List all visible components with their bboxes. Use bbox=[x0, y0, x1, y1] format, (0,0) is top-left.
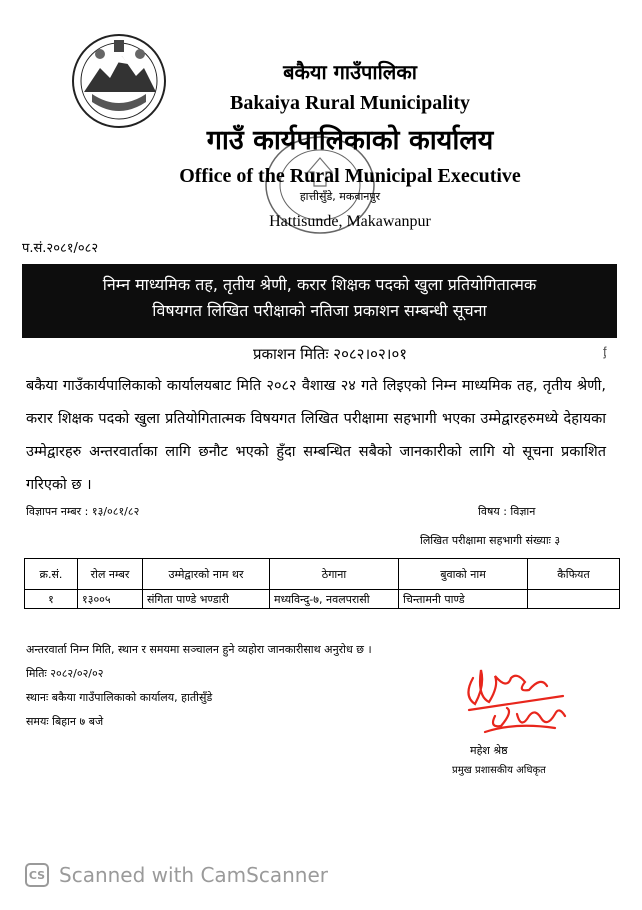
publication-date: प्रकाशन मितिः २०८२।०२।०१ bbox=[252, 345, 408, 363]
notice-title-line-1: निम्न माध्यमिक तह, तृतीय श्रेणी, करार शिक्षक पदको खुला प्रतियोगितात्मक bbox=[102, 275, 537, 294]
cell-father: चिन्तामनी पाण्डे bbox=[399, 590, 528, 609]
camscanner-text: Scanned with CamScanner bbox=[59, 863, 328, 887]
cell-remarks bbox=[528, 590, 620, 609]
municipality-name-np: बकैया गाउँपालिका bbox=[283, 60, 417, 84]
col-name: उम्मेद्वारको नाम थर bbox=[143, 559, 270, 590]
interview-request: अन्तरवार्ता निम्न मिति, स्थान र समयमा सञ्चालन हुने व्यहोरा जानकारीसाथ अनुरोध छ । bbox=[26, 643, 372, 656]
notice-body: बकैया गाउँकार्यपालिकाको कार्यालयबाट मिति २०८२ वैशाख २४ गते लिइएको निम्न माध्यमिक तह, तृतीय श्रेणी, करार शिक्षक पदको खुला प्रतियोगितात्मक विषयगत लिखित परीक्षामा सहभागी भएका उम्मेद्वारहरुमध्ये देहायका उम्मेद्वारहरु अन्तरवार्ताका लागि छनौट भएको हुँदा सम्बन्धित सबैको जानकारीको लागि यो सूचना प्रकाशित गरिएको छ । bbox=[26, 378, 606, 493]
reference-number: प.सं.२०८१/०८२ bbox=[22, 241, 99, 256]
interview-time: समयः बिहान ७ बजे bbox=[26, 715, 104, 728]
cell-address: मध्यविन्दु-७, नवलपरासी bbox=[270, 590, 399, 609]
signatory-title: प्रमुख प्रशासकीय अधिकृत bbox=[452, 765, 546, 776]
results-table bbox=[24, 558, 620, 609]
cell-serial: १ bbox=[25, 590, 78, 609]
cell-name: संगिता पाण्डे भण्डारी bbox=[143, 590, 270, 609]
camscanner-watermark bbox=[25, 862, 328, 888]
interview-date: मितिः २०८२/०२/०२ bbox=[26, 667, 104, 680]
office-name-np: गाउँ कार्यपालिकाको कार्यालय bbox=[206, 125, 494, 156]
col-father: बुवाको नाम bbox=[399, 559, 528, 590]
participant-count: लिखित परीक्षामा सहभागी संख्याः ३ bbox=[420, 534, 561, 547]
camscanner-logo-icon: CS bbox=[25, 863, 49, 887]
subject: विषय : विज्ञान bbox=[478, 505, 536, 518]
municipality-name-en: Bakaiya Rural Municipality bbox=[229, 92, 471, 114]
handwritten-signature-icon bbox=[455, 656, 580, 746]
address-en: Hattisunde, Makawanpur bbox=[269, 213, 431, 230]
col-serial: क्र.सं. bbox=[25, 559, 78, 590]
col-remarks: कैफियत bbox=[528, 559, 620, 590]
col-roll: रोल नम्बर bbox=[78, 559, 143, 590]
interview-place: स्थानः बकैया गाउँपालिकाको कार्यालय, हातीसुँडे bbox=[26, 691, 213, 704]
margin-mark: ᶂ bbox=[603, 345, 607, 360]
signatory-name: महेश श्रेष्ठ bbox=[470, 744, 508, 757]
office-name-en: Office of the Rural Municipal Executive bbox=[179, 165, 521, 187]
address-np: हात्तीसुँडे, मकवानपुर bbox=[299, 190, 381, 203]
table-row bbox=[25, 590, 620, 609]
col-address: ठेगाना bbox=[270, 559, 399, 590]
advertisement-number: विज्ञापन नम्बर : १३/०८१/८२ bbox=[26, 505, 140, 518]
notice-title-banner bbox=[22, 264, 617, 338]
cell-roll: १३००५ bbox=[78, 590, 143, 609]
notice-title-line-2: विषयगत लिखित परीक्षाको नतिजा प्रकाशन सम्बन्धी सूचना bbox=[152, 301, 487, 320]
table-header-row bbox=[25, 559, 620, 590]
